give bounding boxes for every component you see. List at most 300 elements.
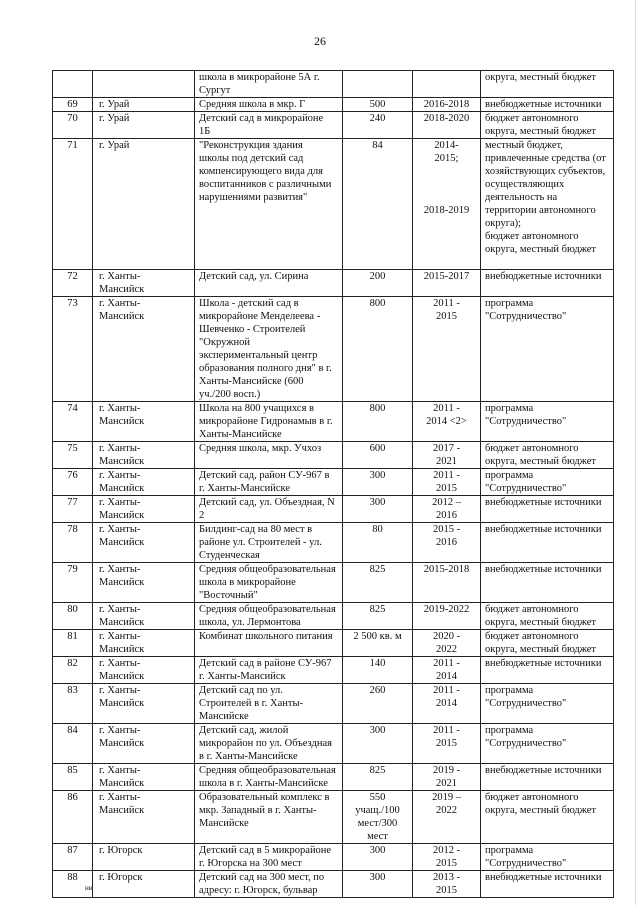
capacity-line: 300 — [369, 470, 386, 481]
funding-source-line: внебюджетные источники — [485, 872, 602, 883]
row-number-cell: 79 — [53, 563, 93, 603]
object-line: "Восточный" — [199, 590, 258, 601]
object-line: нарушениями развития" — [199, 192, 308, 203]
capacity-cell — [343, 112, 413, 139]
object-line: микрорайоне Менделеева - — [199, 311, 321, 322]
funding-source-cell — [481, 297, 614, 402]
capacity-cell — [343, 657, 413, 684]
object-line: школа в микрорайоне — [199, 577, 296, 588]
funding-source-line: округа, местный бюджет — [485, 617, 597, 628]
capacity-line: 600 — [369, 443, 386, 454]
period-cell — [413, 523, 481, 563]
row-number-cell: 78 — [53, 523, 93, 563]
capacity-cell — [343, 402, 413, 442]
city-cell — [93, 630, 195, 657]
funding-source-cell — [481, 98, 614, 112]
row-number-cell: 72 — [53, 270, 93, 297]
capacity-cell — [343, 469, 413, 496]
funding-source-line: местный бюджет, — [485, 140, 563, 151]
funding-source-line: программа — [485, 725, 534, 736]
table-row — [53, 98, 614, 112]
object-cell — [195, 71, 343, 98]
funding-source-cell — [481, 563, 614, 603]
city-cell — [93, 563, 195, 603]
city-line: г. Урай — [99, 113, 130, 124]
object-line: г. Ханты-Мансийск — [199, 671, 286, 682]
object-cell — [195, 469, 343, 496]
period-line: 2018-2019 — [423, 205, 470, 216]
funding-source-cell — [481, 442, 614, 469]
row-number-cell: 75 — [53, 442, 93, 469]
object-line: Ханты-Мансийске — [199, 429, 282, 440]
funding-source-cell — [481, 657, 614, 684]
footer-mark: нв — [85, 884, 93, 892]
table-row — [53, 764, 614, 791]
period-line — [417, 178, 476, 191]
object-line: Средняя общеобразовательная — [199, 604, 336, 615]
period-cell — [413, 469, 481, 496]
funding-source-line: округа, местный бюджет — [485, 644, 597, 655]
city-line: г. Ханты- — [99, 564, 141, 575]
period-cell — [413, 684, 481, 724]
object-line: школа в микрорайоне 5А г. — [199, 72, 320, 83]
capacity-line: 240 — [369, 113, 386, 124]
period-line: 2015; — [434, 153, 459, 164]
funding-source-line: внебюджетные источники — [485, 497, 602, 508]
city-line: г. Ханты- — [99, 604, 141, 615]
object-cell — [195, 563, 343, 603]
city-cell — [93, 684, 195, 724]
object-line: школа в г. Ханты-Мансийске — [199, 778, 328, 789]
object-line: г. Югорска на 300 мест — [199, 858, 302, 869]
object-line: Школа - детский сад в — [199, 298, 299, 309]
funding-source-cell — [481, 270, 614, 297]
row-number-cell: 71 — [53, 139, 93, 270]
object-line: микрорайоне Гидронамыв в г. — [199, 416, 333, 427]
capacity-cell — [343, 71, 413, 98]
funding-source-line: "Сотрудничество" — [485, 416, 567, 427]
funding-source-line: внебюджетные источники — [485, 658, 602, 669]
city-cell — [93, 764, 195, 791]
funding-source-line: бюджет автономного — [485, 113, 579, 124]
city-line: Мансийск — [99, 805, 145, 816]
table-row — [53, 112, 614, 139]
city-cell — [93, 724, 195, 764]
capacity-line: 825 — [369, 765, 386, 776]
row-number-cell: 73 — [53, 297, 93, 402]
city-line: Мансийск — [99, 778, 145, 789]
capacity-line: 800 — [369, 298, 386, 309]
funding-source-line: "Сотрудничество" — [485, 483, 567, 494]
city-line: г. Ханты- — [99, 443, 141, 454]
object-line: Сургут — [199, 85, 231, 96]
object-cell — [195, 523, 343, 563]
period-cell — [413, 98, 481, 112]
period-line: 2013 - — [432, 872, 461, 883]
object-line: Детский сад в районе СУ-967 — [199, 658, 332, 669]
city-cell — [93, 469, 195, 496]
row-number-cell: 77 — [53, 496, 93, 523]
city-line: Мансийск — [99, 483, 145, 494]
period-line: 2018-2020 — [423, 113, 470, 124]
row-number-cell — [53, 71, 93, 98]
funding-source-cell — [481, 871, 614, 898]
period-cell — [413, 112, 481, 139]
capacity-cell — [343, 98, 413, 112]
period-line: 2012 - — [432, 845, 461, 856]
city-line: Мансийск — [99, 644, 145, 655]
city-line: Мансийск — [99, 738, 145, 749]
capacity-line: 260 — [369, 685, 386, 696]
table-row — [53, 139, 614, 270]
object-cell — [195, 844, 343, 871]
object-cell — [195, 724, 343, 764]
funding-source-line: внебюджетные источники — [485, 564, 602, 575]
city-cell — [93, 442, 195, 469]
period-line: 2016-2018 — [423, 99, 470, 110]
city-cell — [93, 402, 195, 442]
object-line: 1Б — [199, 126, 211, 137]
capacity-line: 825 — [369, 604, 386, 615]
city-line: г. Ханты- — [99, 792, 141, 803]
period-line: 2015 — [436, 738, 457, 749]
period-cell — [413, 657, 481, 684]
object-line: Билдинг-сад на 80 мест в — [199, 524, 313, 535]
period-cell — [413, 630, 481, 657]
row-number-cell: 85 — [53, 764, 93, 791]
period-cell — [413, 270, 481, 297]
table-row — [53, 402, 614, 442]
period-line: 2019-2022 — [423, 604, 470, 615]
funding-source-line: бюджет автономного — [485, 604, 579, 615]
city-line: г. Ханты- — [99, 470, 141, 481]
object-cell — [195, 112, 343, 139]
capacity-line: 80 — [372, 524, 383, 535]
row-number-cell: 88 — [53, 871, 93, 898]
period-line: 2016 — [436, 510, 457, 521]
period-line: 2014- — [434, 140, 459, 151]
object-cell — [195, 496, 343, 523]
object-line: Образовательный комплекс в — [199, 792, 330, 803]
capacity-cell — [343, 871, 413, 898]
funding-source-cell — [481, 469, 614, 496]
period-line: 2015-2017 — [423, 271, 470, 282]
period-line: 2019 – — [432, 792, 461, 803]
object-line: Детский сад на 300 мест, по — [199, 872, 325, 883]
object-line: Детский сад в микрорайоне — [199, 113, 324, 124]
period-line: 2022 — [436, 644, 457, 655]
table-row — [53, 844, 614, 871]
row-number-cell: 86 — [53, 791, 93, 844]
funding-source-line: программа — [485, 403, 534, 414]
object-cell — [195, 871, 343, 898]
row-number-cell: 87 — [53, 844, 93, 871]
object-cell — [195, 791, 343, 844]
funding-source-line: программа — [485, 470, 534, 481]
period-line — [417, 191, 476, 204]
object-cell — [195, 98, 343, 112]
capacity-cell — [343, 523, 413, 563]
period-line: 2014 — [436, 698, 457, 709]
funding-source-line: "Сотрудничество" — [485, 311, 567, 322]
period-line: 2011 - — [433, 658, 460, 669]
period-cell — [413, 71, 481, 98]
table-row — [53, 270, 614, 297]
row-number-cell: 74 — [53, 402, 93, 442]
object-line: Шевченко - Строителей — [199, 324, 306, 335]
table-row — [53, 71, 614, 98]
object-line: Детский сад, жилой — [199, 725, 289, 736]
funding-source-line: внебюджетные источники — [485, 765, 602, 776]
city-line: г. Югорск — [99, 872, 143, 883]
capacity-line: 825 — [369, 564, 386, 575]
capacity-line: 2 500 кв. м — [353, 631, 402, 642]
object-line: Детский сад, район СУ-967 в — [199, 470, 330, 481]
period-line: 2015 - — [432, 524, 461, 535]
funding-source-line: округа, местный бюджет — [485, 72, 597, 83]
object-cell — [195, 684, 343, 724]
city-cell — [93, 871, 195, 898]
object-line: "Реконструкция здания — [199, 140, 303, 151]
capacity-line: 300 — [369, 497, 386, 508]
funding-source-cell — [481, 764, 614, 791]
city-line: Мансийск — [99, 416, 145, 427]
funding-source-line: деятельность на — [485, 192, 558, 203]
table-row — [53, 496, 614, 523]
funding-source-line: "Сотрудничество" — [485, 858, 567, 869]
city-line: г. Ханты- — [99, 497, 141, 508]
object-line: адресу: г. Югорск, бульвар — [199, 885, 318, 896]
object-line: Мансийске — [199, 711, 249, 722]
object-line: школы под детский сад — [199, 153, 304, 164]
funding-source-cell — [481, 496, 614, 523]
city-line: г. Урай — [99, 140, 130, 151]
city-line: г. Ханты- — [99, 685, 141, 696]
capacity-line: 500 — [369, 99, 386, 110]
scan-edge — [635, 0, 636, 905]
funding-source-line: округа); — [485, 218, 522, 229]
funding-source-cell — [481, 684, 614, 724]
object-line: Детский сад по ул. — [199, 685, 283, 696]
row-number-cell: 70 — [53, 112, 93, 139]
funding-source-cell — [481, 791, 614, 844]
period-line: 2022 — [436, 805, 457, 816]
funding-source-line: бюджет автономного — [485, 792, 579, 803]
city-cell — [93, 112, 195, 139]
table-row — [53, 297, 614, 402]
period-cell — [413, 139, 481, 270]
table-row — [53, 442, 614, 469]
table-row — [53, 523, 614, 563]
funding-source-cell — [481, 112, 614, 139]
funding-source-line: округа, местный бюджет — [485, 126, 597, 137]
object-line: Студенческая — [199, 550, 260, 561]
funding-source-line: программа — [485, 685, 534, 696]
funding-source-cell — [481, 139, 614, 270]
period-line: 2016 — [436, 537, 457, 548]
object-line: г. Ханты-Мансийске — [199, 483, 291, 494]
period-line: 2015 — [436, 311, 457, 322]
capacity-cell — [343, 764, 413, 791]
object-line: Детский сад, ул. Сирина — [199, 271, 309, 282]
object-line: уч./200 восп.) — [199, 389, 261, 400]
object-line: Детский сад в 5 микрорайоне — [199, 845, 332, 856]
city-line: Мансийск — [99, 698, 145, 709]
period-line: 2011 - — [433, 403, 460, 414]
period-line: 2011 - — [433, 470, 460, 481]
funding-source-line: внебюджетные источники — [485, 271, 602, 282]
row-number-cell: 84 — [53, 724, 93, 764]
period-cell — [413, 442, 481, 469]
object-line: Школа на 800 учащихся в — [199, 403, 314, 414]
period-line: 2015 — [436, 885, 457, 896]
city-line: г. Ханты- — [99, 298, 141, 309]
capacity-line: учащ./100 — [355, 805, 400, 816]
capacity-cell — [343, 630, 413, 657]
period-cell — [413, 724, 481, 764]
period-cell — [413, 871, 481, 898]
city-line: г. Ханты- — [99, 725, 141, 736]
city-line: Мансийск — [99, 537, 145, 548]
funding-source-line: осуществляющих — [485, 179, 565, 190]
object-line: районе ул. Строителей - ул. — [199, 537, 322, 548]
object-cell — [195, 270, 343, 297]
capacity-line: 300 — [369, 845, 386, 856]
object-line: 2 — [199, 510, 205, 521]
table-body — [53, 71, 614, 898]
funding-source-line: внебюджетные источники — [485, 99, 602, 110]
capacity-cell — [343, 724, 413, 764]
capacity-line: 300 — [369, 725, 386, 736]
period-line: 2015 — [436, 483, 457, 494]
city-cell — [93, 297, 195, 402]
city-cell — [93, 523, 195, 563]
city-line: г. Ханты- — [99, 524, 141, 535]
funding-source-line: "Сотрудничество" — [485, 698, 567, 709]
funding-source-cell — [481, 603, 614, 630]
funding-source-cell — [481, 844, 614, 871]
table-row — [53, 657, 614, 684]
city-line: г. Ханты- — [99, 765, 141, 776]
city-line: Мансийск — [99, 311, 145, 322]
funding-source-line: внебюджетные источники — [485, 524, 602, 535]
period-line: 2015-2018 — [423, 564, 470, 575]
funding-source-line: бюджет автономного — [485, 443, 579, 454]
capacity-cell — [343, 496, 413, 523]
city-cell — [93, 496, 195, 523]
city-line: г. Ханты- — [99, 403, 141, 414]
capacity-line: 84 — [372, 140, 383, 151]
object-line: Мансийске — [199, 818, 249, 829]
object-line: воспитанников с различными — [199, 179, 332, 190]
object-line: Комбинат школьного питания — [199, 631, 333, 642]
object-cell — [195, 402, 343, 442]
object-line: Средняя школа, мкр. Учхоз — [199, 443, 322, 454]
object-cell — [195, 603, 343, 630]
table-row — [53, 684, 614, 724]
table-row — [53, 563, 614, 603]
city-line: г. Ханты- — [99, 271, 141, 282]
object-line: Средняя школа в мкр. Г — [199, 99, 306, 110]
period-line: 2011 - — [433, 298, 460, 309]
period-cell — [413, 844, 481, 871]
capacity-line: мест — [367, 831, 388, 842]
object-line: Средняя общеобразовательная — [199, 765, 336, 776]
capacity-cell — [343, 563, 413, 603]
funding-source-line: привлеченные средства (от — [485, 153, 606, 164]
funding-source-line: территории автономного — [485, 205, 596, 216]
funding-source-line: бюджет автономного — [485, 231, 579, 242]
object-cell — [195, 764, 343, 791]
row-number-cell: 82 — [53, 657, 93, 684]
object-line: микрорайон по ул. Объездная — [199, 738, 332, 749]
capacity-cell — [343, 270, 413, 297]
row-number-cell: 83 — [53, 684, 93, 724]
table-row — [53, 603, 614, 630]
city-cell — [93, 98, 195, 112]
object-line: Ханты-Мансийске (600 — [199, 376, 304, 387]
capacity-cell — [343, 791, 413, 844]
capacity-line: 550 — [369, 792, 386, 803]
period-cell — [413, 402, 481, 442]
capacity-line: 140 — [369, 658, 386, 669]
object-line: Детский сад, ул. Объездная, N — [199, 497, 335, 508]
object-cell — [195, 657, 343, 684]
period-line: 2014 <2> — [426, 416, 467, 427]
city-cell — [93, 844, 195, 871]
table-row — [53, 630, 614, 657]
object-cell — [195, 442, 343, 469]
object-line: мкр. Западный в г. Ханты- — [199, 805, 317, 816]
period-line — [417, 165, 476, 178]
table-row — [53, 791, 614, 844]
city-line: г. Ханты- — [99, 631, 141, 642]
city-line: Мансийск — [99, 284, 145, 295]
capacity-cell — [343, 603, 413, 630]
city-line: Мансийск — [99, 456, 145, 467]
period-line: 2019 - — [432, 765, 461, 776]
object-line: в г. Ханты-Мансийске — [199, 751, 298, 762]
object-line: "Окружной — [199, 337, 250, 348]
period-line: 2011 - — [433, 725, 460, 736]
object-line: экспериментальный центр — [199, 350, 318, 361]
period-line: 2011 - — [433, 685, 460, 696]
period-line: 2017 - — [432, 443, 461, 454]
period-cell — [413, 764, 481, 791]
capacity-line: 300 — [369, 872, 386, 883]
construction-objects-table — [52, 70, 614, 898]
object-line: Строителей в г. Ханты- — [199, 698, 304, 709]
city-cell — [93, 139, 195, 270]
city-line: Мансийск — [99, 510, 145, 521]
funding-source-cell — [481, 71, 614, 98]
city-line: г. Ханты- — [99, 658, 141, 669]
funding-source-cell — [481, 402, 614, 442]
period-line: 2014 — [436, 671, 457, 682]
funding-source-line: программа — [485, 845, 534, 856]
funding-source-cell — [481, 724, 614, 764]
city-cell — [93, 71, 195, 98]
funding-source-line: округа, местный бюджет — [485, 456, 597, 467]
object-line: Средняя общеобразовательная — [199, 564, 336, 575]
funding-source-line: "Сотрудничество" — [485, 738, 567, 749]
city-line: Мансийск — [99, 617, 145, 628]
page-number: 26 — [314, 34, 326, 48]
period-cell — [413, 297, 481, 402]
city-line: г. Югорск — [99, 845, 143, 856]
object-cell — [195, 297, 343, 402]
period-cell — [413, 496, 481, 523]
